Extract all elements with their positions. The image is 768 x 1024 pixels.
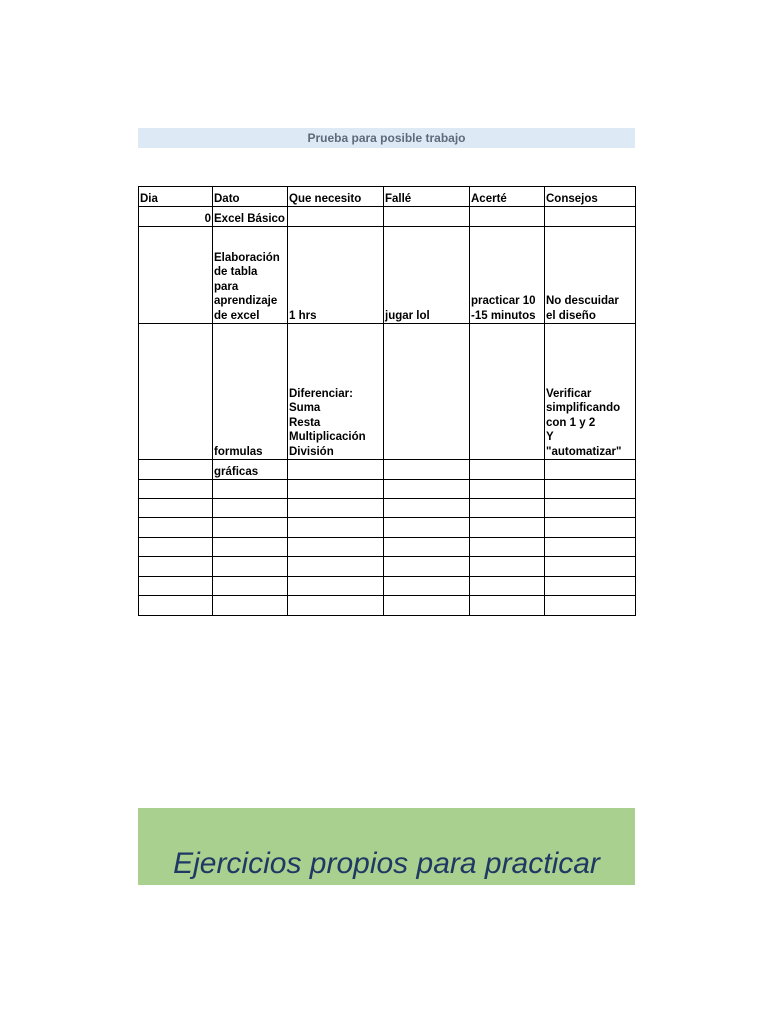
table-cell[interactable] [139, 460, 213, 480]
table-row [139, 596, 636, 616]
table-cell[interactable] [288, 577, 384, 596]
table-cell[interactable]: Diferenciar: Suma Resta Multiplicación División [288, 324, 384, 460]
table-cell[interactable]: jugar lol [384, 227, 470, 324]
footer-banner [138, 808, 635, 885]
table-cell[interactable]: 0 [139, 207, 213, 227]
table-cell[interactable] [545, 596, 636, 616]
table-cell[interactable] [470, 460, 545, 480]
table-cell[interactable] [139, 227, 213, 324]
table-row [139, 324, 636, 460]
table-cell[interactable] [139, 538, 213, 557]
table-cell[interactable]: gráficas [213, 460, 288, 480]
column-header[interactable]: Acerté [470, 187, 545, 207]
table-cell[interactable] [545, 460, 636, 480]
table-cell[interactable] [384, 596, 470, 616]
table-cell[interactable] [384, 518, 470, 538]
table-cell[interactable] [288, 538, 384, 557]
table-cell[interactable] [384, 324, 470, 460]
column-header[interactable]: Dato [213, 187, 288, 207]
table-row [139, 227, 636, 324]
table-row [139, 460, 636, 480]
table-cell[interactable] [213, 518, 288, 538]
table-cell[interactable] [470, 480, 545, 499]
table-cell[interactable]: Verificar simplificando con 1 y 2 Y "automatizar" [545, 324, 636, 460]
header-row [139, 187, 636, 207]
footer-title: Ejercicios propios para practicar [173, 847, 600, 880]
column-header[interactable]: Fallé [384, 187, 470, 207]
table-cell[interactable] [384, 460, 470, 480]
table-cell[interactable]: formulas [213, 324, 288, 460]
table-cell[interactable] [470, 518, 545, 538]
table-cell[interactable] [384, 557, 470, 577]
table-cell[interactable] [545, 207, 636, 227]
table-cell[interactable] [545, 577, 636, 596]
table-cell[interactable] [470, 207, 545, 227]
table-cell[interactable] [288, 596, 384, 616]
table-cell[interactable]: No descuidar el diseño [545, 227, 636, 324]
table-cell[interactable] [288, 207, 384, 227]
table-cell[interactable] [139, 557, 213, 577]
table-cell[interactable] [545, 480, 636, 499]
table-cell[interactable] [288, 499, 384, 518]
table-cell[interactable] [139, 596, 213, 616]
table-row [139, 207, 636, 227]
column-header[interactable]: Que necesito [288, 187, 384, 207]
table-cell[interactable] [139, 324, 213, 460]
table-cell[interactable]: practicar 10 -15 minutos [470, 227, 545, 324]
table-cell[interactable] [213, 596, 288, 616]
table-row [139, 499, 636, 518]
table-cell[interactable] [545, 557, 636, 577]
table-cell[interactable] [384, 499, 470, 518]
table-cell[interactable] [470, 557, 545, 577]
table-cell[interactable]: Elaboración de tabla para aprendizaje de excel [213, 227, 288, 324]
table-cell[interactable] [545, 499, 636, 518]
table-cell[interactable] [213, 557, 288, 577]
table-cell[interactable] [213, 480, 288, 499]
table-row [139, 538, 636, 557]
table-row [139, 577, 636, 596]
column-header[interactable]: Dia [139, 187, 213, 207]
table-cell[interactable] [470, 499, 545, 518]
table-cell[interactable] [139, 518, 213, 538]
table-cell[interactable] [139, 499, 213, 518]
data-table [138, 186, 636, 616]
table-row [139, 480, 636, 499]
table-cell[interactable] [470, 538, 545, 557]
table-cell[interactable] [139, 480, 213, 499]
table-cell[interactable] [288, 518, 384, 538]
table-cell[interactable] [213, 577, 288, 596]
sheet-title-text: Prueba para posible trabajo [307, 131, 466, 145]
table-cell[interactable] [288, 480, 384, 499]
table-cell[interactable] [545, 518, 636, 538]
sheet-title [138, 128, 635, 148]
table-cell[interactable] [470, 577, 545, 596]
table-cell[interactable] [545, 538, 636, 557]
table-cell[interactable]: 1 hrs [288, 227, 384, 324]
table-cell[interactable] [384, 577, 470, 596]
table-cell[interactable] [384, 480, 470, 499]
table-cell[interactable]: Excel Básico [213, 207, 288, 227]
table-row [139, 557, 636, 577]
table-row [139, 518, 636, 538]
table-cell[interactable] [470, 596, 545, 616]
table-cell[interactable] [139, 577, 213, 596]
table-cell[interactable] [470, 324, 545, 460]
table-cell[interactable] [384, 207, 470, 227]
table-cell[interactable] [213, 499, 288, 518]
table-cell[interactable] [213, 538, 288, 557]
column-header[interactable]: Consejos [545, 187, 636, 207]
table-cell[interactable] [288, 557, 384, 577]
table-cell[interactable] [384, 538, 470, 557]
table-cell[interactable] [288, 460, 384, 480]
